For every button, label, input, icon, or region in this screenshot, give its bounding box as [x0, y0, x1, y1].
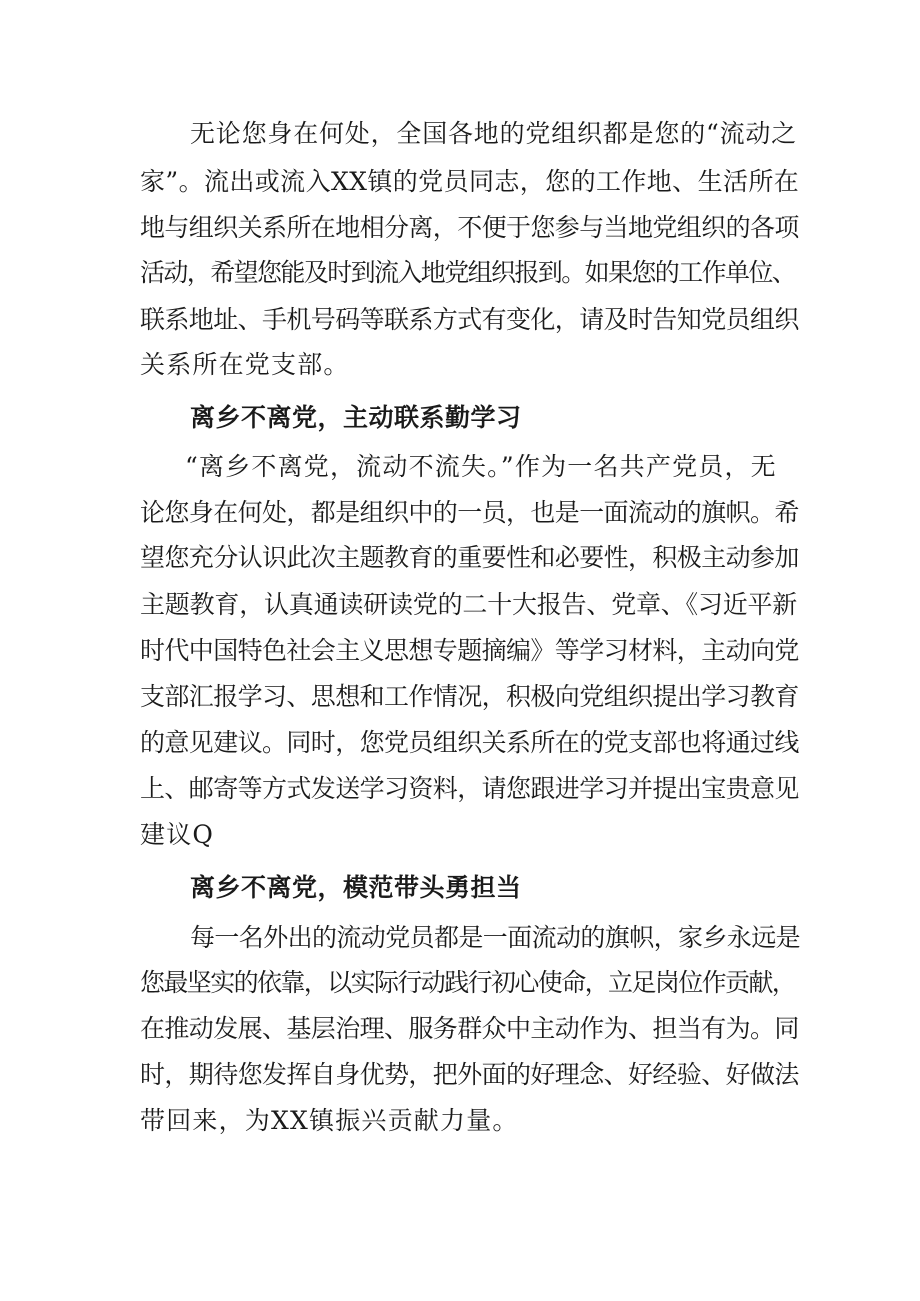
paragraph-2-line-6: 支部汇报学习、思想和工作情况，积极向党组织提出学习教育	[140, 682, 799, 711]
paragraph-3-line-4: 时，期待您发挥自身优势，把外面的好理念、好经验、好做法	[140, 1060, 799, 1089]
paragraph-1-line-5: 联系地址、手机号码等联系方式有变化，请及时告知党员组织	[140, 305, 799, 334]
paragraph-3-line-2: 您最坚实的依靠，以实际行动践行初心使命，立足岗位作贡献，	[140, 968, 796, 997]
paragraph-2-line-4: 主题教育，认真通读研读党的二十大报告、党章、《习近平新	[140, 590, 798, 619]
paragraph-1-line-3: 地与组织关系所在地相分离，不便于您参与当地党组织的各项	[140, 213, 799, 242]
paragraph-2-line-8: 上、邮寄等方式发送学习资料，请您跟进学习并提出宝贵意见	[140, 774, 799, 803]
paragraph-2-line-9: 建议Q	[140, 820, 215, 849]
paragraph-2-line-3: 望您充分认识此次主题教育的重要性和必要性，积极主动参加	[140, 543, 799, 572]
paragraph-3-line-5: 带回来，为XX镇振兴贡献力量。	[140, 1106, 519, 1135]
paragraph-3-line-3: 在推动发展、基层治理、服务群众中主动作为、担当有为。同	[140, 1014, 799, 1043]
paragraph-2-line-5: 时代中国特色社会主义思想专题摘编》等学习材料，主动向党	[140, 636, 799, 665]
paragraph-1-line-4: 活动，希望您能及时到流入地党组织报到。如果您的工作单位、	[140, 258, 796, 287]
paragraph-2-line-2: 论您身在何处，都是组织中的一员，也是一面流动的旗帜。希	[140, 498, 799, 527]
section-heading-1: 离乡不离党，主动联系勤学习	[190, 403, 522, 432]
paragraph-1-line-1: 无论您身在何处，全国各地的党组织都是您的“流动之	[190, 119, 797, 148]
paragraph-3-line-1: 每一名外出的流动党员都是一面流动的旗帜，家乡永远是	[190, 923, 801, 952]
paragraph-2-line-1: “离乡不离党，流动不流失。”作为一名共产党员，无	[185, 452, 777, 481]
paragraph-2-line-7: 的意见建议。同时，您党员组织关系所在的党支部也将通过线	[140, 728, 799, 757]
section-heading-2: 离乡不离党，模范带头勇担当	[190, 873, 522, 902]
paragraph-1-line-6: 关系所在党支部。	[140, 350, 350, 379]
paragraph-1-line-2: 家”。流出或流入XX镇的党员同志，您的工作地、生活所在	[140, 167, 800, 196]
